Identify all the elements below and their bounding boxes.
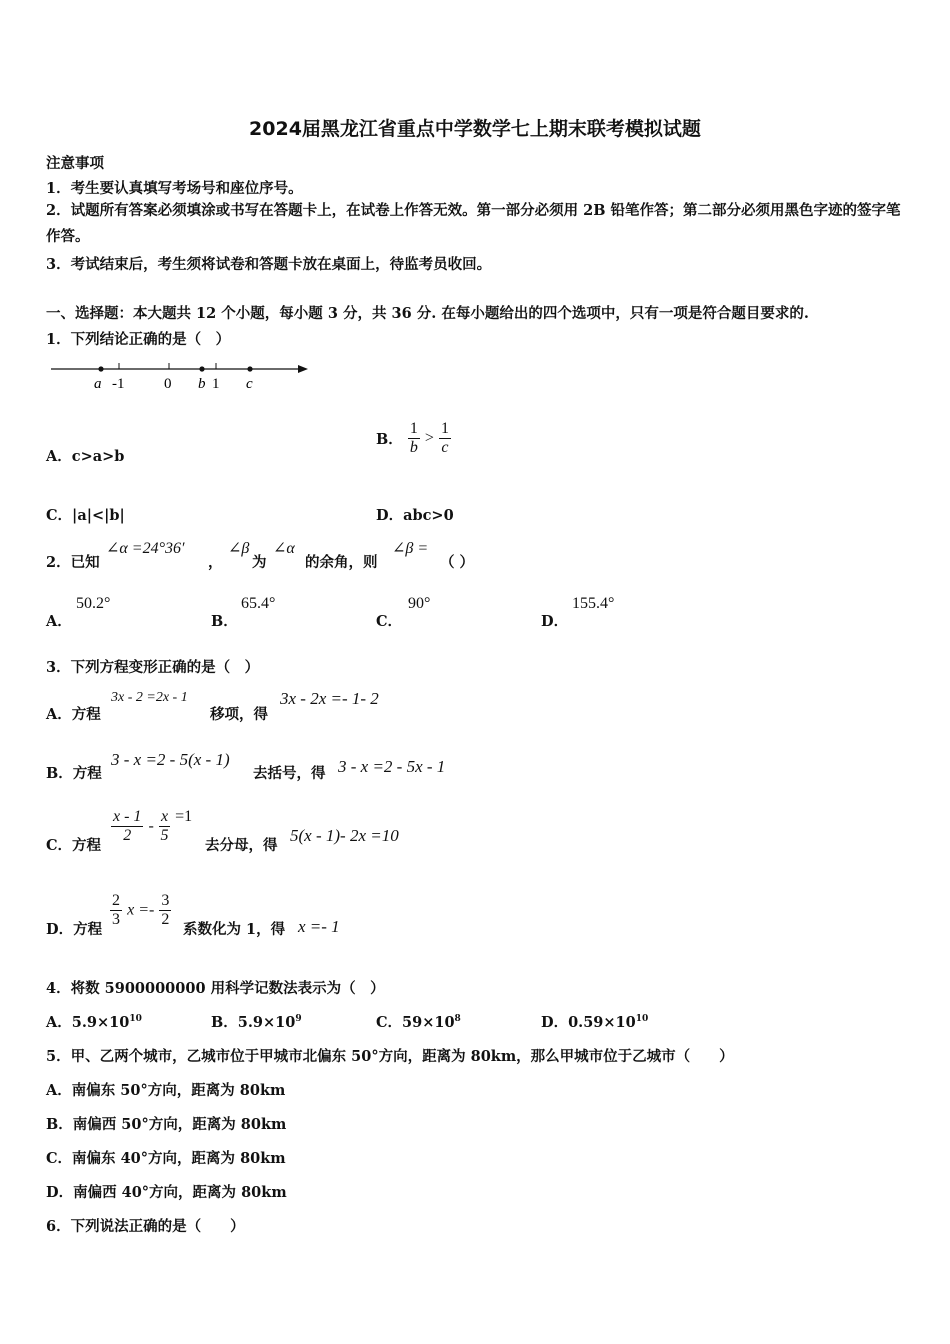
q3-option-d-eq2: x =- 1 (298, 917, 340, 936)
q1-option-d: D．abc>0 (376, 507, 454, 524)
q3-option-a-eq2: 3x - 2x =- 1- 2 (280, 689, 379, 708)
q3-d-frac-1: $\frac{2}{3}$ (112, 892, 120, 928)
q2-option-d-value: 155.4° (572, 595, 615, 612)
q2-option-d-label: D． (541, 613, 569, 630)
label-1: 1 (212, 376, 220, 392)
point-b (199, 366, 204, 371)
q2-comma: ， (208, 554, 223, 571)
q3-d-frac-2: $\frac{3}{2}$ (161, 892, 170, 928)
point-a (98, 366, 103, 371)
q3-option-c-eq1 (111, 808, 192, 845)
q3-d-x: x =- (127, 901, 155, 919)
notice-heading: 注意事项 (46, 155, 104, 172)
q6-stem: 6．下列说法正确的是（ ） (46, 1218, 245, 1235)
q5-option-c: C．南偏东 40°方向，距离为 80km (46, 1150, 286, 1167)
q3-c-minus: - (148, 817, 154, 835)
point-c (247, 366, 252, 371)
q3-option-d-eq1 (110, 892, 171, 929)
label-minus-1: -1 (112, 376, 125, 392)
q2-option-c-label: C． (376, 613, 403, 630)
q2-option-c-value: 90° (408, 595, 431, 612)
q2-tail: 的余角，则 (305, 554, 378, 571)
q2-expr-beta-eq: ∠β = (392, 540, 429, 557)
q3-option-d-label: D．方程 (46, 921, 103, 938)
q5-option-a: A．南偏东 50°方向，距离为 80km (46, 1082, 286, 1099)
notice-item-1: 1．考生要认真填写考场号和座位序号。 (46, 180, 303, 197)
q3-option-c-eq2: 5(x - 1)- 2x =10 (290, 826, 399, 845)
q3-option-a-mid: 移项，得 (210, 706, 268, 723)
q2-paren: （ ） (440, 554, 475, 571)
q2-expr-beta: ∠β (228, 540, 250, 557)
q3-option-b-eq1: 3 - x =2 - 5(x - 1) (111, 750, 230, 769)
page-title: 2024届黑龙江省重点中学数学七上期末联考模拟试题 (249, 118, 701, 140)
label-b: b (198, 376, 206, 392)
notice-item-3: 3．考试结束后，考生须将试卷和答题卡放在桌面上，待监考员收回。 (46, 256, 492, 273)
q4-stem: 4．将数 5900000000 用科学记数法表示为（ ） (46, 980, 385, 997)
label-a: a (94, 376, 102, 392)
q2-option-a-value: 50.2° (76, 595, 111, 612)
label-0: 0 (164, 376, 172, 392)
q2-option-b-label: B． (211, 613, 238, 630)
label-c: c (246, 376, 253, 392)
q4-option-c: C．$59\times 10^8$ (376, 1014, 461, 1031)
q4-option-d: D．$0.59\times 10^{10}$ (541, 1014, 649, 1031)
q3-c-frac-2: $\frac{x}{5}$ (160, 808, 169, 844)
q1-op: > (424, 429, 434, 447)
q3-option-a-label: A．方程 (46, 706, 101, 723)
q4-option-b: B．$5.9\times 10^9$ (211, 1014, 302, 1031)
q1-option-c: C．|a|<|b| (46, 507, 125, 524)
q2-mid: 为 (252, 554, 267, 571)
q2-option-a-label: A． (46, 613, 72, 630)
q3-c-frac-1: $\frac{x - 1}{2}$ (113, 808, 142, 844)
q2-expr-alpha-value: ∠α =24°36′ (106, 540, 185, 557)
q5-option-b: B．南偏西 50°方向，距离为 80km (46, 1116, 287, 1133)
q1-frac-1c: $\frac{1}{c}$ (440, 420, 449, 456)
q3-option-b-eq2: 3 - x =2 - 5x - 1 (338, 757, 446, 776)
q2-prefix: 2．已知 (46, 554, 100, 571)
section-heading: 一、选择题：本大题共 12 个小题，每小题 3 分，共 36 分. 在每小题给出的四个选项中，只有一项是符合题目要求的. (46, 305, 809, 322)
q2-expr-alpha: ∠α (273, 540, 295, 557)
number-line-arrow (298, 365, 308, 373)
q1-option-b-label: B． (376, 431, 403, 448)
q3-option-b-label: B．方程 (46, 765, 102, 782)
q5-option-d: D．南偏西 40°方向，距离为 80km (46, 1184, 287, 1201)
q1-frac-1b: $\frac{1}{b}$ (409, 420, 418, 456)
q3-option-b-mid: 去括号，得 (253, 765, 326, 782)
q4-option-a: A．$5.9\times 10^{10}$ (46, 1014, 142, 1031)
q3-option-c-mid: 去分母，得 (205, 837, 278, 854)
q1-option-a: A．c>a>b (46, 448, 125, 465)
q1-option-b (376, 420, 451, 457)
q3-stem: 3．下列方程变形正确的是（ ） (46, 659, 260, 676)
q3-c-rhs: =1 (175, 808, 193, 825)
q1-stem: 1．下列结论正确的是（ ） (46, 331, 231, 348)
number-line (46, 355, 316, 397)
q5-stem: 5．甲、乙两个城市，乙城市位于甲城市北偏东 50°方向，距离为 80km，那么甲城市位于乙城市（ ） (46, 1048, 734, 1065)
q2-option-b-value: 65.4° (241, 595, 276, 612)
q3-option-d-mid: 系数化为 1，得 (183, 921, 286, 938)
notice-item-2: 2．试题所有答案必须填涂或书写在答题卡上，在试卷上作答无效。第一部分必须用 2B 铅笔作答；第二部分必须用黑色字迹的签字笔作答。 (46, 202, 901, 245)
q3-option-a-eq1: 3x - 2 =2x - 1 (111, 690, 188, 705)
q3-option-c-label: C．方程 (46, 837, 102, 854)
